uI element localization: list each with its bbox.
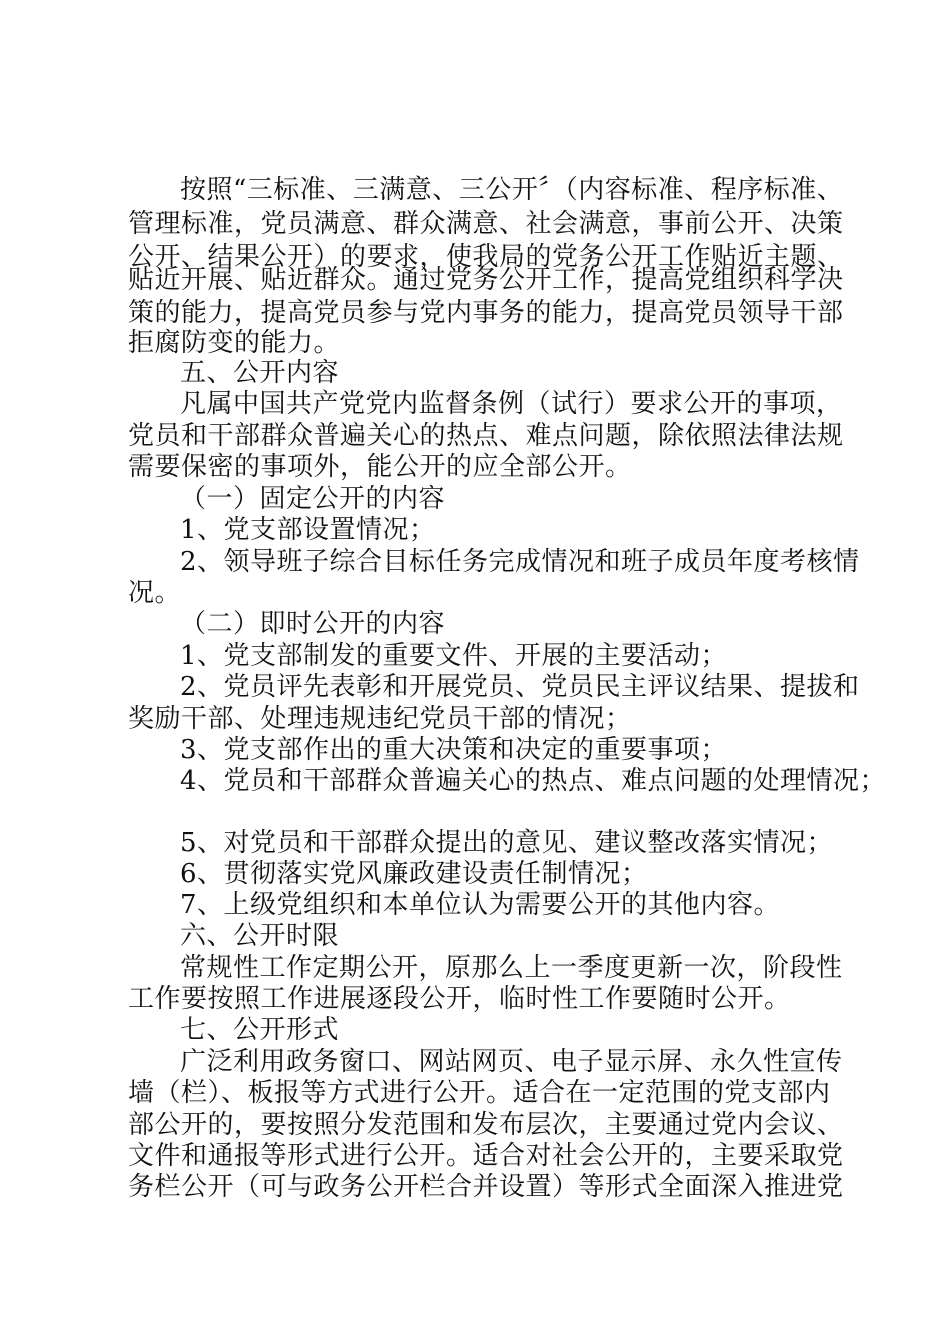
paragraph-line: 凡属中国共产党党内监督条例（试行）要求公开的事项， bbox=[180, 389, 843, 419]
paragraph-line: 墙（栏）、板报等方式进行公开。适合在一定范围的党支部内 bbox=[128, 1078, 831, 1108]
list-item: 7、上级党组织和本单位认为需要公开的其他内容。 bbox=[180, 890, 781, 920]
list-item: 6、贯彻落实党风廉政建设责任制情况； bbox=[180, 859, 648, 889]
paragraph-line: 务栏公开（可与政务公开栏合并设置）等形式全面深入推进党 bbox=[128, 1172, 844, 1202]
paragraph-line: 按照“三标准、三满意、三公开〞（内容标准、程序标准、 bbox=[180, 175, 844, 205]
section-heading: 七、公开形式 bbox=[180, 1015, 340, 1045]
paragraph-line: 策的能力，提高党员参与党内事务的能力，提高党员领导干部 bbox=[128, 298, 844, 328]
paragraph-line: 广泛利用政务窗口、网站网页、电子显示屏、永久性宣传 bbox=[180, 1047, 843, 1077]
list-item: 3、党支部作出的重大决策和决定的重要事项； bbox=[180, 735, 728, 765]
paragraph-line: 部公开的，要按照分发范围和发布层次，主要通过党内会议、 bbox=[128, 1110, 844, 1140]
paragraph-line: 贴近开展、贴近群众。通过党务公开工作，提高党组织科学决 bbox=[128, 265, 844, 295]
paragraph-line: 管理标准，党员满意、群众满意、社会满意，事前公开、决策 bbox=[128, 209, 844, 239]
section-heading: 六、公开时限 bbox=[180, 921, 340, 951]
paragraph-line: 常规性工作定期公开，原那么上一季度更新一次，阶段性 bbox=[180, 953, 843, 983]
subsection-heading: （二）即时公开的内容 bbox=[180, 609, 446, 639]
paragraph-line: 需要保密的事项外，能公开的应全部公开。 bbox=[128, 452, 632, 482]
list-item: 2、领导班子综合目标任务完成情况和班子成员年度考核情 bbox=[180, 547, 860, 577]
list-item: 1、党支部设置情况； bbox=[180, 515, 436, 545]
subsection-heading: （一）固定公开的内容 bbox=[180, 484, 446, 514]
paragraph-line: 党员和干部群众普遍关心的热点、难点问题，除依照法律法规 bbox=[128, 421, 844, 451]
paragraph-line: 拒腐防变的能力。 bbox=[128, 328, 341, 358]
paragraph-line: 文件和通报等形式进行公开。适合对社会公开的，主要采取党 bbox=[128, 1141, 844, 1171]
list-item-continuation: 奖励干部、处理违规违纪党员干部的情况； bbox=[128, 704, 632, 734]
list-item: 1、党支部制发的重要文件、开展的主要活动； bbox=[180, 641, 728, 671]
list-item: 5、对党员和干部群众提出的意见、建议整改落实情况； bbox=[180, 828, 834, 858]
list-item-continuation: 况。 bbox=[128, 578, 182, 608]
section-heading: 五、公开内容 bbox=[180, 358, 340, 388]
paragraph-line: 公开、结果公开）的要求，使我局的党务公开工作贴近主题、 bbox=[128, 242, 844, 272]
paragraph-line: 工作要按照工作进展逐段公开，临时性工作要随时公开。 bbox=[128, 984, 791, 1014]
list-item: 2、党员评先表彰和开展党员、党员民主评议结果、提拔和 bbox=[180, 672, 860, 702]
list-item: 4、党员和干部群众普遍关心的热点、难点问题的处理情况； bbox=[180, 766, 887, 796]
